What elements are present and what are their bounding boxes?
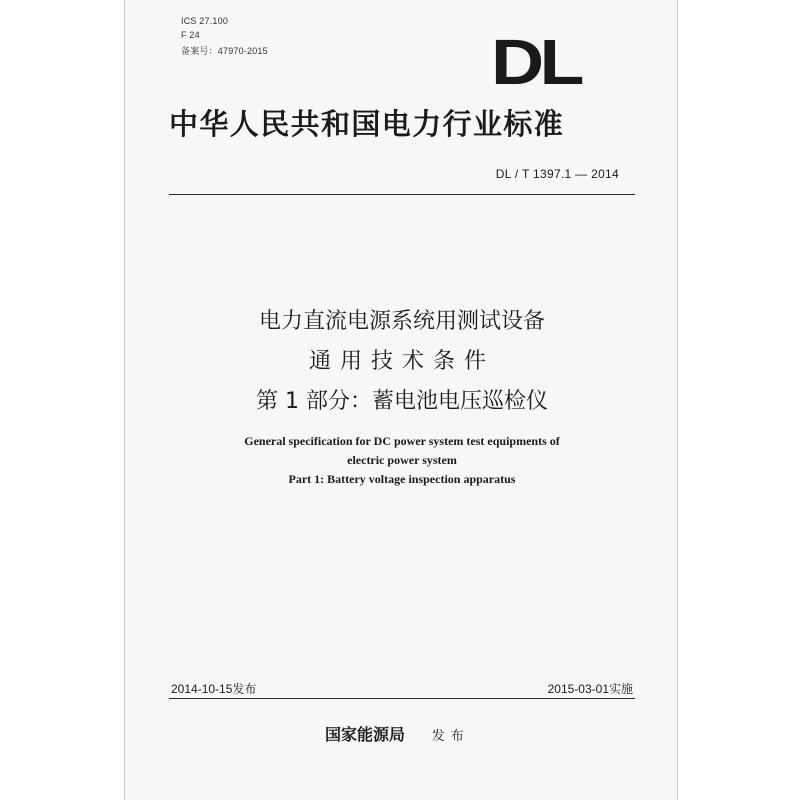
industry-standard-title: 中华人民共和国电力行业标准: [169, 107, 565, 141]
divider-top: [169, 194, 635, 195]
divider-bottom: [169, 698, 635, 699]
title-zh-line1: 电力直流电源系统用测试设备: [258, 309, 545, 334]
issuing-organization: 国家能源局: [325, 725, 406, 744]
dl-logo: DL: [491, 26, 580, 98]
title-zh-line3: 第 1 部分：蓄电池电压巡检仪: [256, 389, 548, 414]
title-en-line2: electric power system: [347, 453, 457, 467]
ics-code: ICS 27.100: [181, 16, 229, 26]
issue-action: 发布: [431, 729, 470, 744]
title-en-line3: Part 1: Battery voltage inspection apparatus: [288, 472, 516, 486]
record-number: 备案号：47970-2015: [181, 46, 268, 56]
issuer-block: [325, 722, 470, 745]
standard-cover: [124, 0, 678, 800]
standard-number: DL / T 1397.1 — 2014: [495, 167, 619, 181]
title-zh-line2: 通用技术条件: [308, 349, 495, 374]
category-code: F 24: [181, 30, 200, 40]
issue-date: 2014-10-15发布: [171, 682, 257, 696]
title-en-line1: General specification for DC power system test equipments of: [244, 434, 560, 448]
effective-date: 2015-03-01实施: [547, 682, 633, 696]
